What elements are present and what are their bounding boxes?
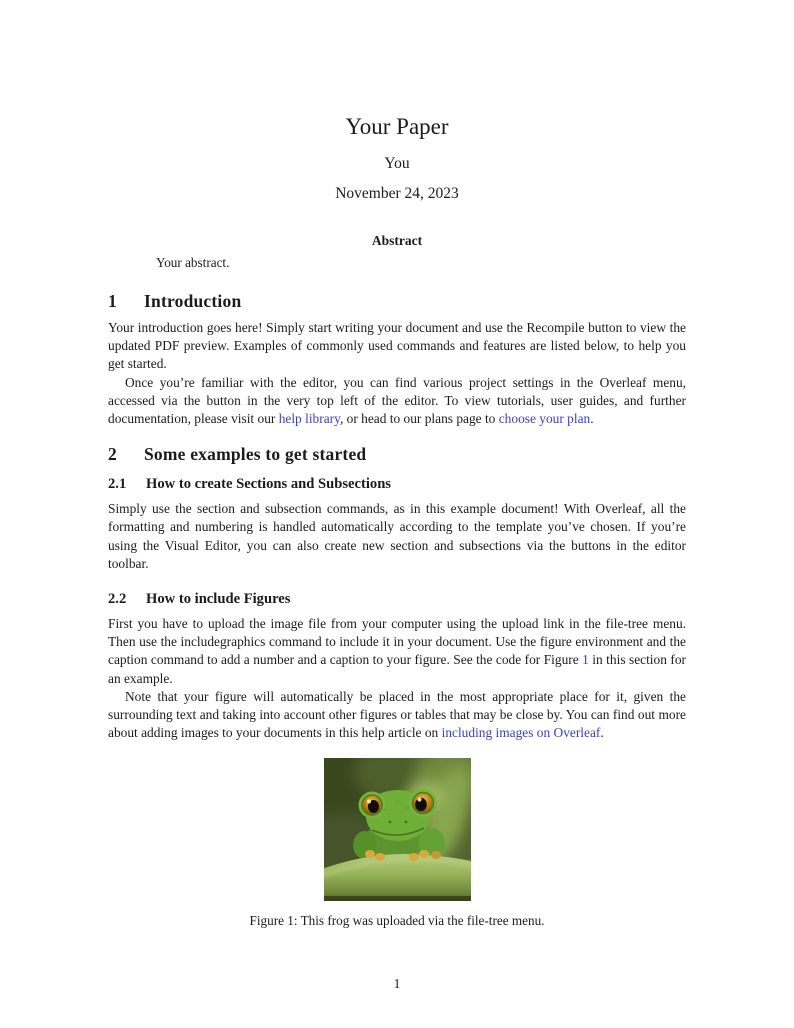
document-content	[108, 0, 686, 929]
inline-link[interactable]: including images on Overleaf	[441, 725, 601, 741]
inline-link[interactable]: 1	[582, 652, 589, 668]
subsection-2-1-paragraph-1: Simply use the section and subsection commands, as in this example document! With Overleaf, all the formatting and numbering is handled automatically according to the template you’ve chosen. If you’re using the Visual Editor, you can also create new section and subsections via the buttons in the editor toolbar.	[108, 501, 686, 571]
figure-1	[108, 758, 686, 901]
inline-link[interactable]: choose your plan	[498, 411, 591, 427]
text-segment: .	[590, 411, 594, 427]
text-segment: Once you’re familiar with the editor, you can find various project settings in the Overleaf menu, accessed via the button in the very top left of the editor. To view tutorials, user guides, and further documentation, please visit our	[108, 374, 686, 427]
subsection-2-1-heading	[108, 476, 686, 493]
paper-title: Your Paper	[345, 114, 449, 139]
section-1-heading	[108, 291, 686, 312]
section-2-number: 2	[108, 444, 117, 465]
frog-photo	[324, 758, 471, 901]
section-2-title: Some examples to get started	[144, 444, 367, 465]
abstract-body: Your abstract.	[156, 255, 230, 270]
subsection-2-1-title: How to create Sections and Subsections	[146, 476, 391, 493]
figure-1-caption: Figure 1: This frog was uploaded via the file-tree menu.	[249, 913, 545, 929]
text-segment: Note that your figure will automatically be placed in the most appropriate place for it, given the surrounding text and taking into account other figures or tables that may be close by. You can find out more about adding images to your documents in this help article on	[108, 688, 686, 741]
section-2-heading	[108, 444, 686, 465]
text-segment: in this section for an example.	[108, 652, 686, 686]
subsection-2-2-title: How to include Figures	[146, 591, 291, 608]
section-1-number: 1	[108, 291, 117, 311]
text-segment: .	[600, 725, 604, 741]
text-segment: First you have to upload the image file from your computer using the upload link in the file-tree menu. Then use the includegraphics command to include it in your document. Use the figure environment and the caption command to add a number and a caption to your figure. See the code for Figure	[108, 616, 686, 668]
subsection-2-2-number: 2.2	[108, 591, 127, 608]
section-1-paragraph-2	[108, 374, 686, 429]
paper-date: November 24, 2023	[335, 185, 459, 202]
abstract-heading: Abstract	[371, 233, 423, 248]
inline-link[interactable]: help library	[278, 411, 340, 427]
subsection-2-2-paragraph-1	[108, 615, 686, 688]
paper-author: You	[384, 155, 410, 172]
text-segment: , or head to our plans page to	[339, 411, 499, 427]
subsection-2-2-paragraph-2	[108, 688, 686, 743]
page-number: 1	[393, 976, 401, 991]
section-1-paragraph-1: Your introduction goes here! Simply start writing your document and use the Recompile button to view the updated PDF preview. Examples of commonly used commands and features are listed below, to help you get started.	[108, 320, 686, 372]
subsection-2-1-number: 2.1	[108, 476, 127, 493]
subsection-2-2-heading	[108, 591, 686, 608]
section-1-title: Introduction	[144, 291, 242, 311]
